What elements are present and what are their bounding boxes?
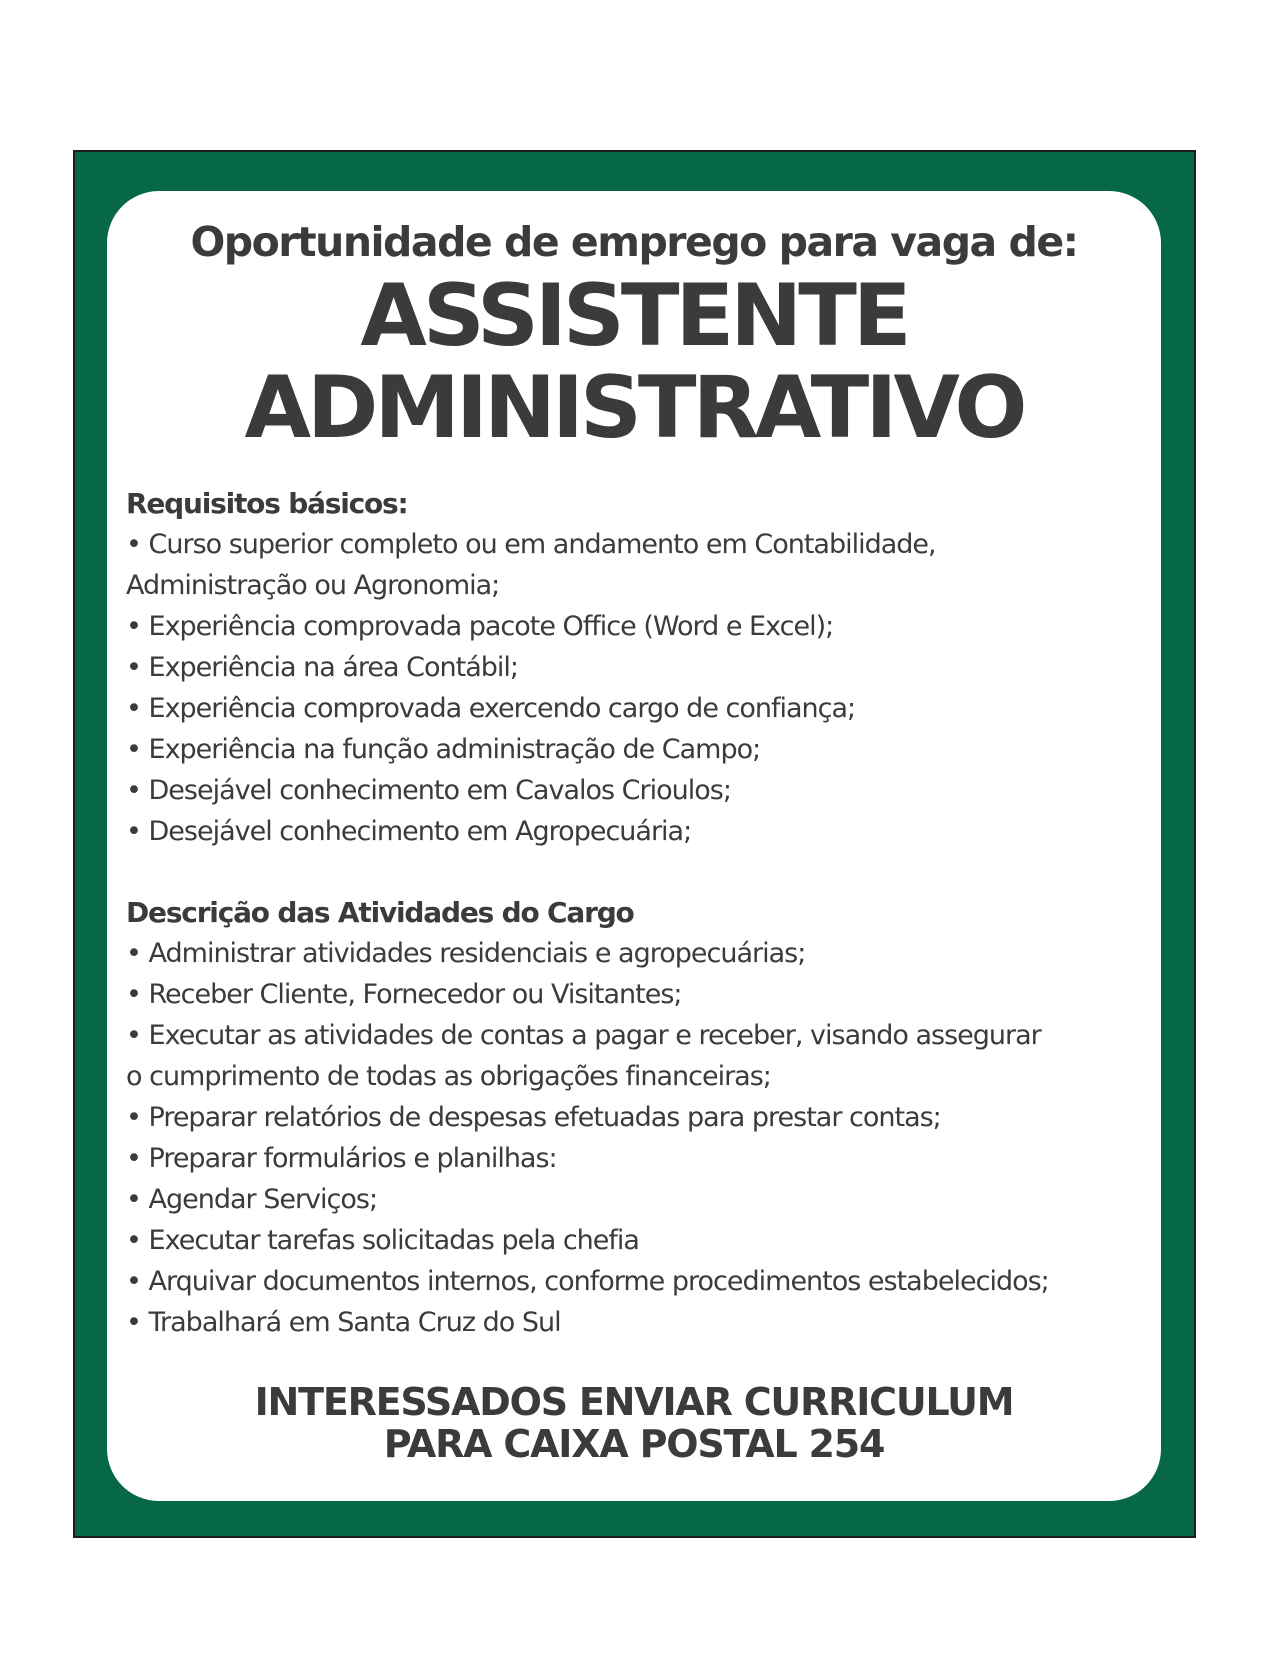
requirement-item: • Experiência na função administração de Campo; xyxy=(126,734,761,765)
activity-item: • Preparar formulários e planilhas: xyxy=(126,1143,557,1174)
activities-heading: Descrição das Atividades do Cargo xyxy=(126,896,634,929)
requirements-heading: Requisitos básicos: xyxy=(126,487,408,520)
activity-item: • Executar as atividades de contas a pagar e receber, visando assegurar xyxy=(126,1020,1041,1051)
job-title-line-1: ASSISTENTE xyxy=(360,266,908,366)
section-spacer xyxy=(126,852,1156,892)
activity-item: • Executar tarefas solicitadas pela chefia xyxy=(126,1225,639,1256)
requirement-item: • Desejável conhecimento em Cavalos Crioulos; xyxy=(126,775,731,806)
cta-line-1: INTERESSADOS ENVIAR CURRICULUM xyxy=(254,1380,1014,1424)
activity-item: • Arquivar documentos internos, conforme procedimentos estabelecidos; xyxy=(126,1266,1049,1297)
requirement-item: Administração ou Agronomia; xyxy=(126,570,500,601)
activity-item: • Administrar atividades residenciais e agropecuárias; xyxy=(126,938,806,969)
requirement-item: • Experiência comprovada exercendo cargo de confiança; xyxy=(126,693,856,724)
activity-item: • Trabalhará em Santa Cruz do Sul xyxy=(126,1307,561,1338)
cta-line-2: PARA CAIXA POSTAL 254 xyxy=(383,1422,885,1466)
activity-item: • Receber Cliente, Fornecedor ou Visitantes; xyxy=(126,979,682,1010)
job-title-line-2: ADMINISTRATIVO xyxy=(244,358,1024,458)
job-details xyxy=(126,483,1156,1343)
requirement-item: • Experiência comprovada pacote Office (Word e Excel); xyxy=(126,611,834,642)
activity-item: • Agendar Serviços; xyxy=(126,1184,378,1215)
activity-item: • Preparar relatórios de despesas efetuadas para prestar contas; xyxy=(126,1102,941,1133)
job-ad-card xyxy=(107,191,1161,1501)
requirement-item: • Experiência na área Contábil; xyxy=(126,652,518,683)
activity-item: o cumprimento de todas as obrigações financeiras; xyxy=(126,1061,771,1092)
requirements-section xyxy=(126,483,1156,852)
requirement-item: • Desejável conhecimento em Agropecuária; xyxy=(126,816,692,847)
requirement-item: • Curso superior completo ou em andamento em Contabilidade, xyxy=(126,529,936,560)
call-to-action xyxy=(107,1381,1161,1465)
intro-heading: Oportunidade de emprego para vaga de: xyxy=(190,218,1078,266)
activities-section xyxy=(126,892,1156,1343)
job-title xyxy=(107,266,1161,458)
